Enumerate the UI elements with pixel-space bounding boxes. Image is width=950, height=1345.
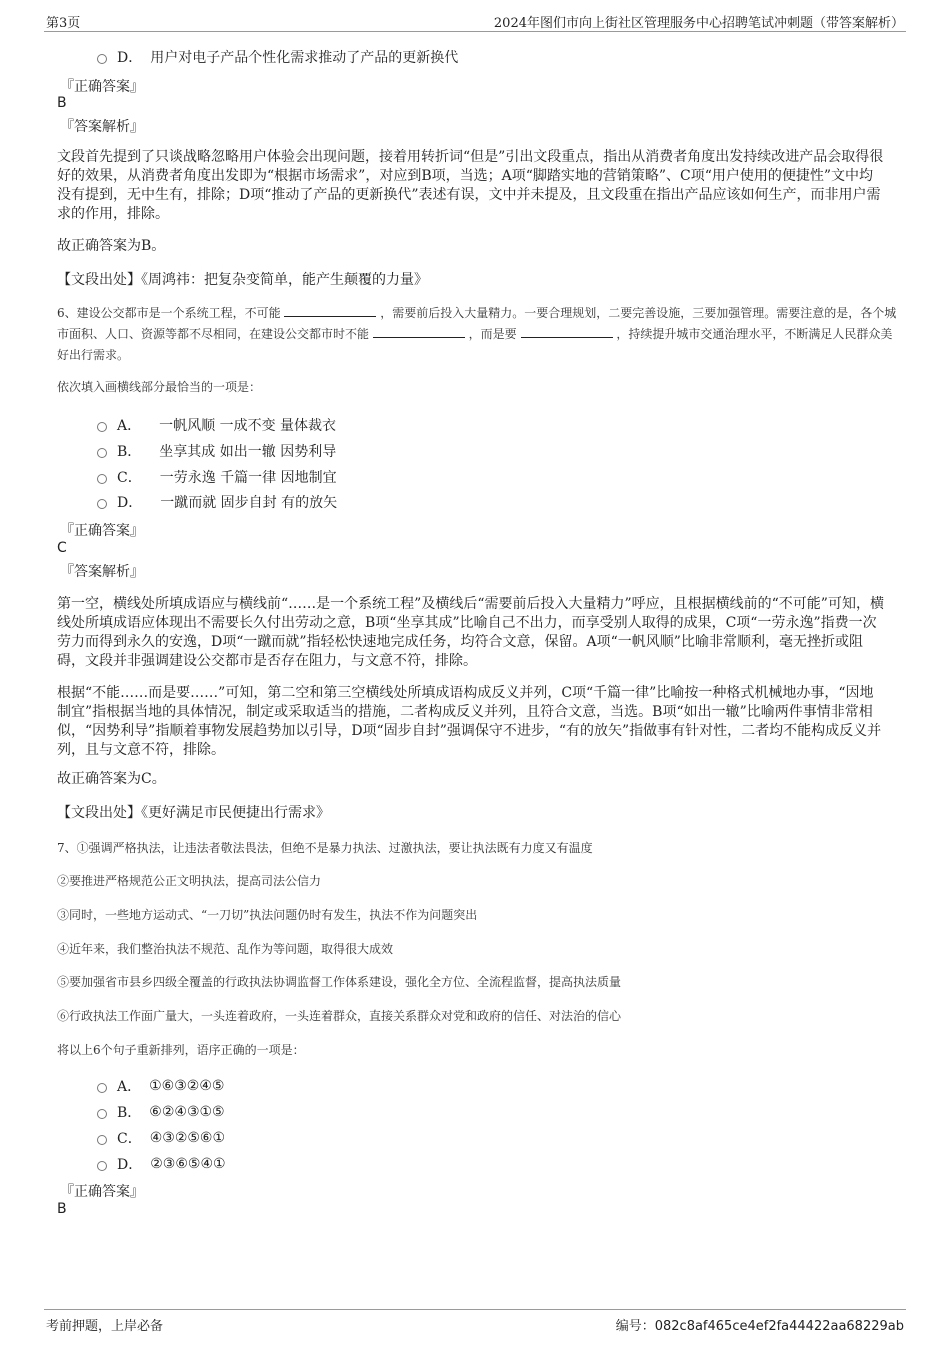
q6-option-a[interactable] bbox=[97, 415, 336, 435]
option-letter: D． bbox=[117, 1157, 143, 1173]
q7-sentence-2: ②要推进严格规范公正文明执法，提高司法公信力 bbox=[57, 874, 322, 888]
option-text: ⑥②④③①⑤ bbox=[149, 1104, 225, 1120]
correct-answer-label: 『正确答案』 bbox=[60, 1184, 144, 1200]
q7-sentence-6: ⑥行政执法工作面广量大，一头连着政府，一头连着群众，直接关系群众对党和政府的信任、对法治的信心 bbox=[57, 1009, 622, 1023]
document-code: 编号：082c8af465ce4ef2fa44422aa68229ab bbox=[615, 1319, 904, 1334]
q6-stem-part4: ，持续提升城市交通治理水平，不断满足人民群众美好出行需求。 bbox=[57, 327, 893, 362]
q6-analysis-2: 根据“不能……而是要……”可知，第二空和第三空横线处所填成语构成反义并列，C项“千篇一律”比喻按一种格式机械地办事，“因地制宜”指根据当地的具体情况，制定或采取适当的措施，二者构成反义并列，且符合文意，当选。B项“如出一辙”比喻两件事情非常相似，“因势利导”指顺着事物发展趋势加以引导，D项“固步自封”强调保守不进步，“有的放矢”指做事有针对性，二者均不能构成反义并列，且与文意不符，排除。 bbox=[57, 685, 882, 758]
option-letter: C． bbox=[117, 1131, 142, 1147]
q7-option-c[interactable] bbox=[97, 1128, 225, 1148]
option-letter: A． bbox=[117, 1079, 142, 1095]
q6-prompt: 依次填入画横线部分最恰当的一项是： bbox=[57, 380, 262, 394]
option-text: ②③⑥⑤④① bbox=[150, 1156, 226, 1172]
fill-blank-3 bbox=[521, 325, 613, 338]
radio-icon[interactable] bbox=[97, 1135, 107, 1145]
fill-blank-1 bbox=[284, 304, 376, 317]
q6-source: 【文段出处】《更好满足市民便捷出行需求》 bbox=[57, 805, 330, 821]
q5-answer: B bbox=[57, 95, 67, 111]
option-text: 一蹴而就 固步自封 有的放矢 bbox=[160, 495, 338, 511]
q5-option-d[interactable] bbox=[97, 47, 458, 67]
q6-stem-part3: ，而是要 bbox=[468, 327, 517, 341]
footer-slogan: 考前押题，上岸必备 bbox=[46, 1319, 164, 1334]
radio-icon[interactable] bbox=[97, 1161, 107, 1171]
analysis-label: 『答案解析』 bbox=[60, 119, 144, 135]
q7-prompt: 将以上6个句子重新排列，语序正确的一项是： bbox=[57, 1043, 305, 1057]
option-text: 一劳永逸 千篇一律 因地制宜 bbox=[159, 470, 337, 486]
q5-source: 【文段出处】《周鸿祎：把复杂变简单，能产生颠覆的力量》 bbox=[57, 272, 428, 288]
q6-stem bbox=[57, 303, 897, 366]
radio-icon[interactable] bbox=[97, 499, 107, 509]
option-letter: C． bbox=[117, 470, 142, 486]
q6-analysis-1: 第一空，横线处所填成语应与横线前“……是一个系统工程”及横线后“需要前后投入大量精力”呼应，且根据横线前的“不可能”可知，横线处所填成语应体现出不需要长久付出劳动之意，B项“坐享其成”比喻自己不出力，而享受别人取得的成果，C项“一劳永逸”指费一次劳力而得到永久的安逸，D项“一蹴而就”指轻松快速地完成任务，均符合文意，保留。A项“一帆风顺”比喻非常顺利，毫无挫折或阻碍，文段并非强调建设公交都市是否存在阻力，与文意不符，排除。 bbox=[57, 596, 884, 669]
option-text: ④③②⑤⑥① bbox=[149, 1130, 226, 1146]
q7-option-d[interactable] bbox=[97, 1154, 226, 1174]
option-text: 一帆风顺 一成不变 量体裁衣 bbox=[159, 418, 337, 434]
q7-option-a[interactable] bbox=[97, 1076, 224, 1096]
q6-stem-part2: ，需要前后投入大量精力。一要合理规划，二要完善设施，三要加强管理。需要注意的是，各个城市面积、人口、资源等都不尽相同，在建设公交都市时不能 bbox=[57, 306, 897, 341]
q6-option-b[interactable] bbox=[97, 441, 336, 461]
q6-stem-part1: 6、建设公交都市是一个系统工程，不可能 bbox=[57, 306, 281, 320]
q6-option-d[interactable] bbox=[97, 492, 337, 512]
q6-answer: C bbox=[57, 540, 67, 556]
radio-icon[interactable] bbox=[97, 422, 107, 432]
option-text: 用户对电子产品个性化需求推动了产品的更新换代 bbox=[150, 50, 459, 66]
page-header bbox=[0, 0, 950, 32]
radio-icon[interactable] bbox=[97, 1083, 107, 1093]
q7-answer: B bbox=[57, 1201, 67, 1217]
correct-answer-label: 『正确答案』 bbox=[60, 79, 144, 95]
header-divider bbox=[44, 31, 906, 32]
option-letter: B． bbox=[117, 444, 142, 460]
option-letter: D． bbox=[117, 50, 143, 66]
radio-icon[interactable] bbox=[97, 474, 107, 484]
footer-divider bbox=[44, 1309, 906, 1310]
correct-answer-label: 『正确答案』 bbox=[60, 523, 144, 539]
option-letter: B． bbox=[117, 1105, 142, 1121]
option-letter: A． bbox=[117, 418, 142, 434]
document-title: 2024年图们市向上街社区管理服务中心招聘笔试冲刺题（带答案解析） bbox=[493, 16, 904, 31]
option-text: 坐享其成 如出一辙 因势利导 bbox=[159, 444, 337, 460]
q7-sentence-5: ⑤要加强省市县乡四级全覆盖的行政执法协调监督工作体系建设，强化全方位、全流程监督，提高执法质量 bbox=[57, 975, 622, 989]
q5-conclusion: 故正确答案为B。 bbox=[57, 238, 166, 254]
radio-icon[interactable] bbox=[97, 54, 107, 64]
radio-icon[interactable] bbox=[97, 448, 107, 458]
q6-conclusion: 故正确答案为C。 bbox=[57, 771, 166, 787]
option-letter: D． bbox=[117, 495, 143, 511]
q6-option-c[interactable] bbox=[97, 467, 337, 487]
analysis-label: 『答案解析』 bbox=[60, 564, 144, 580]
q7-sentence-3: ③同时，一些地方运动式、“一刀切”执法问题仍时有发生，执法不作为问题突出 bbox=[57, 908, 478, 922]
option-text: ①⑥③②④⑤ bbox=[149, 1078, 225, 1094]
fill-blank-2 bbox=[373, 325, 465, 338]
q7-sentence-4: ④近年来，我们整治执法不规范、乱作为等问题，取得很大成效 bbox=[57, 942, 394, 956]
page-number: 第3页 bbox=[46, 16, 81, 31]
radio-icon[interactable] bbox=[97, 1109, 107, 1119]
q5-analysis: 文段首先提到了只谈战略忽略用户体验会出现问题，接着用转折词“但是”引出文段重点，指出从消费者角度出发持续改进产品会取得很好的效果，从消费者角度出发即为“根据市场需求”，对应到B项，当选；A项“脚踏实地的营销策略”、C项“用户使用的便捷性”文中均没有提到，无中生有，排除；D项“推动了产品的更新换代”表述有误，文中并未提及，且文段重在指出产品应该如何生产，而非用户需求的作用，排除。 bbox=[57, 149, 884, 222]
q7-option-b[interactable] bbox=[97, 1102, 225, 1122]
q7-sentence-1: 7、①强调严格执法，让违法者敬法畏法，但绝不是暴力执法、过激执法，要让执法既有力度又有温度 bbox=[57, 841, 593, 855]
